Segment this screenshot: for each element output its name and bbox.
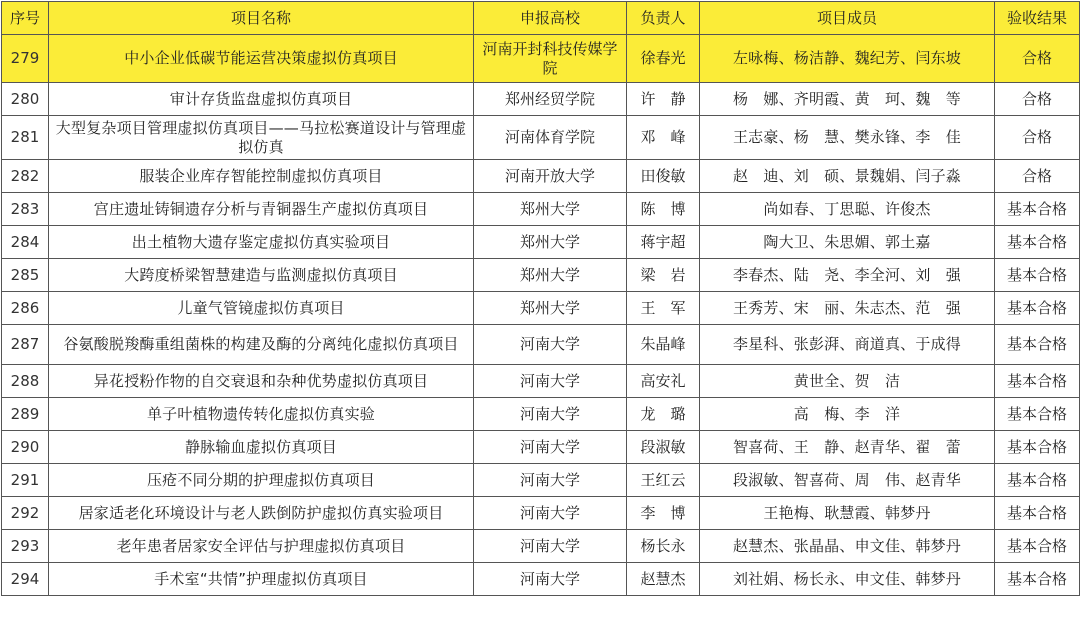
cell-lead: 蒋宇超 (627, 226, 700, 259)
header-school: 申报高校 (474, 2, 627, 35)
cell-lead: 田俊敏 (627, 160, 700, 193)
cell-result: 基本合格 (995, 431, 1080, 464)
cell-serial: 287 (2, 325, 49, 365)
cell-project-name: 压疮不同分期的护理虚拟仿真项目 (49, 464, 474, 497)
cell-school: 郑州大学 (474, 292, 627, 325)
cell-school: 河南开封科技传媒学院 (474, 35, 627, 83)
cell-project-name: 异花授粉作物的自交衰退和杂种优势虚拟仿真项目 (49, 365, 474, 398)
cell-lead: 王 军 (627, 292, 700, 325)
cell-serial: 281 (2, 116, 49, 160)
cell-members: 王秀芳、宋 丽、朱志杰、范 强 (700, 292, 995, 325)
header-serial: 序号 (2, 2, 49, 35)
cell-project-name: 宫庄遗址铸铜遗存分析与青铜器生产虚拟仿真项目 (49, 193, 474, 226)
table-row (2, 431, 1080, 464)
cell-serial: 292 (2, 497, 49, 530)
cell-lead: 高安礼 (627, 365, 700, 398)
cell-school: 郑州大学 (474, 226, 627, 259)
cell-result: 基本合格 (995, 226, 1080, 259)
cell-members: 智喜荷、王 静、赵青华、翟 蕾 (700, 431, 995, 464)
cell-members: 王志豪、杨 慧、樊永锋、李 佳 (700, 116, 995, 160)
cell-project-name: 谷氨酸脱羧酶重组菌株的构建及酶的分离纯化虚拟仿真项目 (49, 325, 474, 365)
cell-lead: 陈 博 (627, 193, 700, 226)
cell-members: 陶大卫、朱思媚、郭土嘉 (700, 226, 995, 259)
cell-serial: 291 (2, 464, 49, 497)
cell-project-name: 居家适老化环境设计与老人跌倒防护虚拟仿真实验项目 (49, 497, 474, 530)
table-row (2, 464, 1080, 497)
cell-school: 郑州大学 (474, 193, 627, 226)
cell-members: 黄世全、贺 洁 (700, 365, 995, 398)
cell-lead: 龙 璐 (627, 398, 700, 431)
cell-school: 河南大学 (474, 398, 627, 431)
cell-result: 基本合格 (995, 325, 1080, 365)
cell-lead: 段淑敏 (627, 431, 700, 464)
header-project-name: 项目名称 (49, 2, 474, 35)
cell-result: 基本合格 (995, 530, 1080, 563)
cell-serial: 284 (2, 226, 49, 259)
table-row (2, 259, 1080, 292)
cell-project-name: 中小企业低碳节能运营决策虚拟仿真项目 (49, 35, 474, 83)
cell-project-name: 服装企业库存智能控制虚拟仿真项目 (49, 160, 474, 193)
cell-serial: 290 (2, 431, 49, 464)
cell-school: 河南大学 (474, 325, 627, 365)
cell-lead: 许 静 (627, 83, 700, 116)
cell-project-name: 出土植物大遗存鉴定虚拟仿真实验项目 (49, 226, 474, 259)
project-table (1, 1, 1080, 596)
cell-members: 李星科、张彭湃、商道真、于成得 (700, 325, 995, 365)
table-row (2, 226, 1080, 259)
cell-result: 合格 (995, 35, 1080, 83)
cell-school: 河南体育学院 (474, 116, 627, 160)
cell-serial: 283 (2, 193, 49, 226)
table-row (2, 292, 1080, 325)
cell-members: 左咏梅、杨洁静、魏纪芳、闫东坡 (700, 35, 995, 83)
cell-members: 尚如春、丁思聪、许俊杰 (700, 193, 995, 226)
cell-school: 河南大学 (474, 497, 627, 530)
cell-serial: 293 (2, 530, 49, 563)
cell-lead: 梁 岩 (627, 259, 700, 292)
header-members: 项目成员 (700, 2, 995, 35)
cell-members: 段淑敏、智喜荷、周 伟、赵青华 (700, 464, 995, 497)
table-row (2, 160, 1080, 193)
table-row (2, 193, 1080, 226)
header-result: 验收结果 (995, 2, 1080, 35)
cell-result: 基本合格 (995, 365, 1080, 398)
cell-result: 基本合格 (995, 292, 1080, 325)
cell-project-name: 大跨度桥梁智慧建造与监测虚拟仿真项目 (49, 259, 474, 292)
cell-result: 合格 (995, 83, 1080, 116)
cell-project-name: 静脉输血虚拟仿真项目 (49, 431, 474, 464)
header-lead: 负责人 (627, 2, 700, 35)
cell-result: 基本合格 (995, 259, 1080, 292)
table-row (2, 530, 1080, 563)
cell-result: 基本合格 (995, 464, 1080, 497)
cell-result: 基本合格 (995, 497, 1080, 530)
cell-school: 河南开放大学 (474, 160, 627, 193)
cell-lead: 王红云 (627, 464, 700, 497)
cell-result: 合格 (995, 160, 1080, 193)
table-row (2, 325, 1080, 365)
cell-members: 李春杰、陆 尧、李全河、刘 强 (700, 259, 995, 292)
table-row (2, 563, 1080, 596)
cell-lead: 赵慧杰 (627, 563, 700, 596)
cell-school: 河南大学 (474, 563, 627, 596)
cell-lead: 徐春光 (627, 35, 700, 83)
cell-school: 河南大学 (474, 464, 627, 497)
table-row (2, 365, 1080, 398)
cell-serial: 280 (2, 83, 49, 116)
cell-serial: 294 (2, 563, 49, 596)
cell-project-name: 老年患者居家安全评估与护理虚拟仿真项目 (49, 530, 474, 563)
table-row (2, 398, 1080, 431)
cell-result: 合格 (995, 116, 1080, 160)
cell-project-name: 审计存货监盘虚拟仿真项目 (49, 83, 474, 116)
cell-school: 河南大学 (474, 431, 627, 464)
cell-serial: 279 (2, 35, 49, 83)
cell-serial: 289 (2, 398, 49, 431)
table-row (2, 35, 1080, 83)
cell-school: 河南大学 (474, 530, 627, 563)
table-row (2, 116, 1080, 160)
cell-serial: 288 (2, 365, 49, 398)
cell-school: 郑州经贸学院 (474, 83, 627, 116)
table-row (2, 83, 1080, 116)
cell-members: 杨 娜、齐明霞、黄 珂、魏 等 (700, 83, 995, 116)
cell-lead: 朱晶峰 (627, 325, 700, 365)
table-header-row (2, 2, 1080, 35)
cell-lead: 李 博 (627, 497, 700, 530)
cell-result: 基本合格 (995, 193, 1080, 226)
table-row (2, 497, 1080, 530)
cell-lead: 杨长永 (627, 530, 700, 563)
cell-school: 河南大学 (474, 365, 627, 398)
cell-serial: 286 (2, 292, 49, 325)
cell-serial: 282 (2, 160, 49, 193)
cell-members: 刘社娟、杨长永、申文佳、韩梦丹 (700, 563, 995, 596)
cell-members: 赵 迪、刘 硕、景魏娟、闫子淼 (700, 160, 995, 193)
cell-result: 基本合格 (995, 563, 1080, 596)
cell-serial: 285 (2, 259, 49, 292)
cell-result: 基本合格 (995, 398, 1080, 431)
cell-school: 郑州大学 (474, 259, 627, 292)
cell-project-name: 儿童气管镜虚拟仿真项目 (49, 292, 474, 325)
cell-project-name: 手术室“共情”护理虚拟仿真项目 (49, 563, 474, 596)
cell-members: 高 梅、李 洋 (700, 398, 995, 431)
cell-members: 赵慧杰、张晶晶、申文佳、韩梦丹 (700, 530, 995, 563)
cell-project-name: 大型复杂项目管理虚拟仿真项目——马拉松赛道设计与管理虚拟仿真 (49, 116, 474, 160)
cell-lead: 邓 峰 (627, 116, 700, 160)
cell-project-name: 单子叶植物遗传转化虚拟仿真实验 (49, 398, 474, 431)
cell-members: 王艳梅、耿慧霞、韩梦丹 (700, 497, 995, 530)
